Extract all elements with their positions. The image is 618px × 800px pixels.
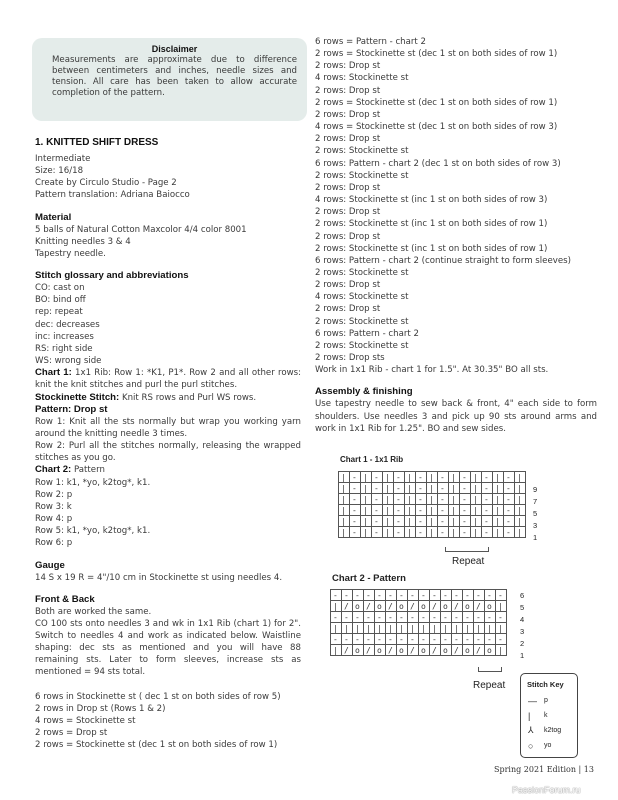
chart2-title: Chart 2 - Pattern xyxy=(332,573,406,584)
stitch-key-label: k xyxy=(544,712,548,719)
text-line: 4 rows: Stockinette st xyxy=(315,73,409,84)
chart-row: |-|-|-|-|-|-|-|-| xyxy=(338,516,526,527)
watermark: PassionForum.ru xyxy=(512,785,581,795)
page-footer: Spring 2021 Edition | 13 xyxy=(494,765,594,774)
stitch-key-item xyxy=(521,708,577,723)
text-line: 6 rows: Pattern - chart 2 (dec 1 st on both sides of row 3) xyxy=(315,158,561,169)
text-line: 6 rows: Pattern - chart 2 xyxy=(315,328,419,339)
text-line: 2 rows: Drop st xyxy=(315,182,381,193)
text-line: 2 rows: Stockinette st xyxy=(315,170,409,181)
pattern-info xyxy=(35,153,301,202)
text-line: 2 rows = Drop st xyxy=(35,728,108,739)
text-line: 2 rows: Drop st xyxy=(315,304,381,315)
chart1-repeat-label: Repeat xyxy=(452,556,485,567)
chart-row: |/o/o/o/o/o/o/o| xyxy=(330,601,507,612)
pattern-title: 1. KNITTED SHIFT DRESS xyxy=(35,137,159,148)
text-line: 2 rows: Stockinette st (inc 1 st on both sides of row 1) xyxy=(315,219,548,230)
stockinette-label: Stockinette Stitch: xyxy=(35,391,120,403)
text-line: 4 rows: Stockinette st xyxy=(315,292,409,303)
text-line: 4 rows = Stockinette st xyxy=(35,715,136,726)
chart-row-label: 6 xyxy=(520,591,525,600)
text-line: Row 3: k xyxy=(35,501,72,512)
text-line: Size: 16/18 xyxy=(35,166,84,177)
text-line: 2 rows: Stockinette st xyxy=(315,316,409,327)
text-line: dec: decreases xyxy=(35,319,100,330)
text-line: Intermediate xyxy=(35,154,91,164)
stitch-key-item xyxy=(521,723,577,738)
disclaimer-text: Measurements are approximate due to difference between centimeters and inches, needle sizes and tension. All care has been taken to allow accurate completion of the pattern. xyxy=(52,55,297,98)
stitch-key-label: p xyxy=(544,697,548,704)
chart1-definition xyxy=(35,367,301,391)
text-line: Row 2: Purl all the stitches normally, releasing the wrapped stitches as you go. xyxy=(35,441,301,464)
chart-row-label: 3 xyxy=(533,521,538,530)
text-line: rep: repeat xyxy=(35,307,83,318)
text-line: 2 rows: Drop st xyxy=(315,231,381,242)
chart-row: ---------------- xyxy=(330,612,507,623)
chart1-repeat-bracket xyxy=(445,547,489,552)
gauge-heading: Gauge xyxy=(35,559,65,571)
text-line: WS: wrong side xyxy=(35,356,102,367)
text-line: Knitting needles 3 & 4 xyxy=(35,236,131,247)
text-line: 2 rows in Drop st (Rows 1 & 2) xyxy=(35,703,166,714)
text-line: inc: increases xyxy=(35,331,94,342)
text-line: 4 rows: Stockinette st (inc 1 st on both sides of row 3) xyxy=(315,195,548,206)
chart-row: |-|-|-|-|-|-|-|-| xyxy=(338,472,526,483)
text-line: 6 rows in Stockinette st ( dec 1 st on both sides of row 5) xyxy=(35,691,281,702)
text-line: 2 rows = Stockinette st (dec 1 st on both sides of row 1) xyxy=(315,97,558,108)
front-back-rows-left xyxy=(35,691,301,752)
text-line: 2 rows: Stockinette st (inc 1 st on both sides of row 1) xyxy=(315,243,548,254)
text-line: 6 rows: Pattern - chart 2 (continue straight to form sleeves) xyxy=(315,255,571,266)
assembly-text: Use tapestry needle to sew back & front, 4" each side to form shoulders. Use needles 3 and pick up 90 sts around arms and work in 1x1 Rib for 1.25". BO and sew sides. xyxy=(315,399,597,434)
text-line: 2 rows: Stockinette st xyxy=(315,146,409,157)
left-column xyxy=(35,38,301,751)
stitch-key-item xyxy=(521,738,577,753)
stitch-symbol-icon: ⅄ xyxy=(528,725,534,735)
text-line: Row 1: Knit all the sts normally but wrap you working yarn around the knitting needle 3 times. xyxy=(35,416,301,439)
stockinette-definition xyxy=(35,392,301,404)
text-line: Row 2: p xyxy=(35,489,73,500)
text-line: 5 balls of Natural Cotton Maxcolor 4/4 color 8001 xyxy=(35,224,247,235)
assembly-heading: Assembly & finishing xyxy=(315,386,413,398)
stitch-key-label: k2tog xyxy=(544,727,562,734)
stockinette-text: Knit RS rows and Purl WS rows. xyxy=(119,392,257,403)
chart-row: |/o/o/o/o/o/o/o| xyxy=(330,645,507,656)
stitch-key-item xyxy=(521,693,577,708)
text-line: 2 rows: Drop st xyxy=(315,207,381,218)
front-back-heading: Front & Back xyxy=(35,593,95,605)
text-line: 2 rows: Stockinette st xyxy=(315,340,409,351)
text-line: 2 rows: Stockinette st xyxy=(315,267,409,278)
chart-row: ---------------- xyxy=(330,590,507,601)
disclaimer-box xyxy=(32,38,307,121)
chart-row-label: 4 xyxy=(520,615,525,624)
chart-row-label: 5 xyxy=(533,509,538,518)
stitch-symbol-icon: | xyxy=(528,710,531,721)
text-line: Row 5: k1, *yo, k2tog*, k1. xyxy=(35,526,151,537)
text-line: 2 rows: Drop st xyxy=(315,280,381,291)
glossary-list xyxy=(35,282,301,367)
stitch-key-label: yo xyxy=(544,742,552,749)
text-line: RS: right side xyxy=(35,343,93,354)
chart-row: ---------------- xyxy=(330,634,507,645)
stitch-symbol-icon: — xyxy=(528,695,537,706)
chart-row-label: 9 xyxy=(533,485,538,494)
front-back-rows-right xyxy=(315,36,597,376)
chart-row-label: 2 xyxy=(520,639,525,648)
chart-row: |||||||||||||||| xyxy=(330,623,507,634)
chart1-grid xyxy=(338,471,526,538)
text-line: Row 6: p xyxy=(35,538,73,549)
drop-st-heading xyxy=(35,404,301,416)
chart2-definition xyxy=(35,464,301,476)
material-heading: Material xyxy=(35,211,72,223)
text-line: 4 rows = Stockinette st (dec 1 st on both sides of row 3) xyxy=(315,122,558,133)
text-line: BO: bind off xyxy=(35,295,86,306)
glossary-heading: Stitch glossary and abbreviations xyxy=(35,270,189,282)
front-back-text: CO 100 sts onto needles 3 and wk in 1x1 Rib (chart 1) for 2". Switch to needles 4 and work as indicated below. Waistline shaping: dec sts as mentioned and you will have 88 remaining sts. Later to form sleeves, increase sts as mentioned = 94 sts total. xyxy=(35,618,301,678)
chart-row: |-|-|-|-|-|-|-|-| xyxy=(338,483,526,494)
chart2-label: Chart 2: xyxy=(35,464,72,476)
chart1-text: 1x1 Rib: Row 1: *K1, P1*. Row 2 and all other rows: knit the knit stitches and purl the purl stitches. xyxy=(35,368,301,391)
text-line: Pattern translation: Adriana Baiocco xyxy=(35,190,190,201)
chart-row-label: 7 xyxy=(533,497,538,506)
chart2-text: Pattern xyxy=(71,465,105,476)
disclaimer-title: Disclaimer xyxy=(151,44,198,54)
stitch-key-title: Stitch Key xyxy=(527,680,564,689)
text-line: Row 1: k1, *yo, k2tog*, k1. xyxy=(35,477,151,488)
chart1-label: Chart 1: xyxy=(35,367,72,379)
text-line: 2 rows = Stockinette st (dec 1 st on both sides of row 1) xyxy=(35,740,278,751)
chart-row: |-|-|-|-|-|-|-|-| xyxy=(338,505,526,516)
gauge-text: 14 S x 19 R = 4"/10 cm in Stockinette st using needles 4. xyxy=(35,572,283,583)
text-line: Work in 1x1 Rib - chart 1 for 1.5". At 30.35" BO all sts. xyxy=(315,365,549,376)
chart-row-label: 3 xyxy=(520,627,525,636)
chart-row: |-|-|-|-|-|-|-|-| xyxy=(338,527,526,538)
front-back-intro: Both are worked the same. xyxy=(35,606,152,617)
drop-st-rows xyxy=(35,416,301,465)
stitch-symbol-icon: ○ xyxy=(528,740,534,751)
right-column xyxy=(315,36,597,435)
drop-st-label: Pattern: Drop st xyxy=(35,403,108,415)
text-line: Tapestry needle. xyxy=(35,248,106,259)
text-line: 2 rows: Drop st xyxy=(315,61,381,72)
text-line: Row 4: p xyxy=(35,514,73,525)
chart-row-label: 5 xyxy=(520,603,525,612)
chart2-grid xyxy=(330,589,507,656)
chart-row: |-|-|-|-|-|-|-|-| xyxy=(338,494,526,505)
text-line: 2 rows = Stockinette st (dec 1 st on both sides of row 1) xyxy=(315,49,558,60)
text-line: CO: cast on xyxy=(35,283,85,294)
text-line: 2 rows: Drop st xyxy=(315,109,381,120)
text-line: 2 rows: Drop st xyxy=(315,85,381,96)
stitch-key xyxy=(520,673,578,758)
chart2-repeat-bracket xyxy=(478,667,502,672)
material-list xyxy=(35,224,301,260)
chart-row-label: 1 xyxy=(533,533,538,542)
text-line: 2 rows: Drop st xyxy=(315,134,381,145)
text-line: Create by Circulo Studio - Page 2 xyxy=(35,178,177,189)
text-line: 6 rows = Pattern - chart 2 xyxy=(315,37,426,47)
text-line: 2 rows: Drop sts xyxy=(315,353,385,364)
chart2-repeat-label: Repeat xyxy=(473,680,506,691)
chart2-rows xyxy=(35,477,301,550)
chart-row-label: 1 xyxy=(520,651,525,660)
chart1-title: Chart 1 - 1x1 Rib xyxy=(340,455,404,464)
